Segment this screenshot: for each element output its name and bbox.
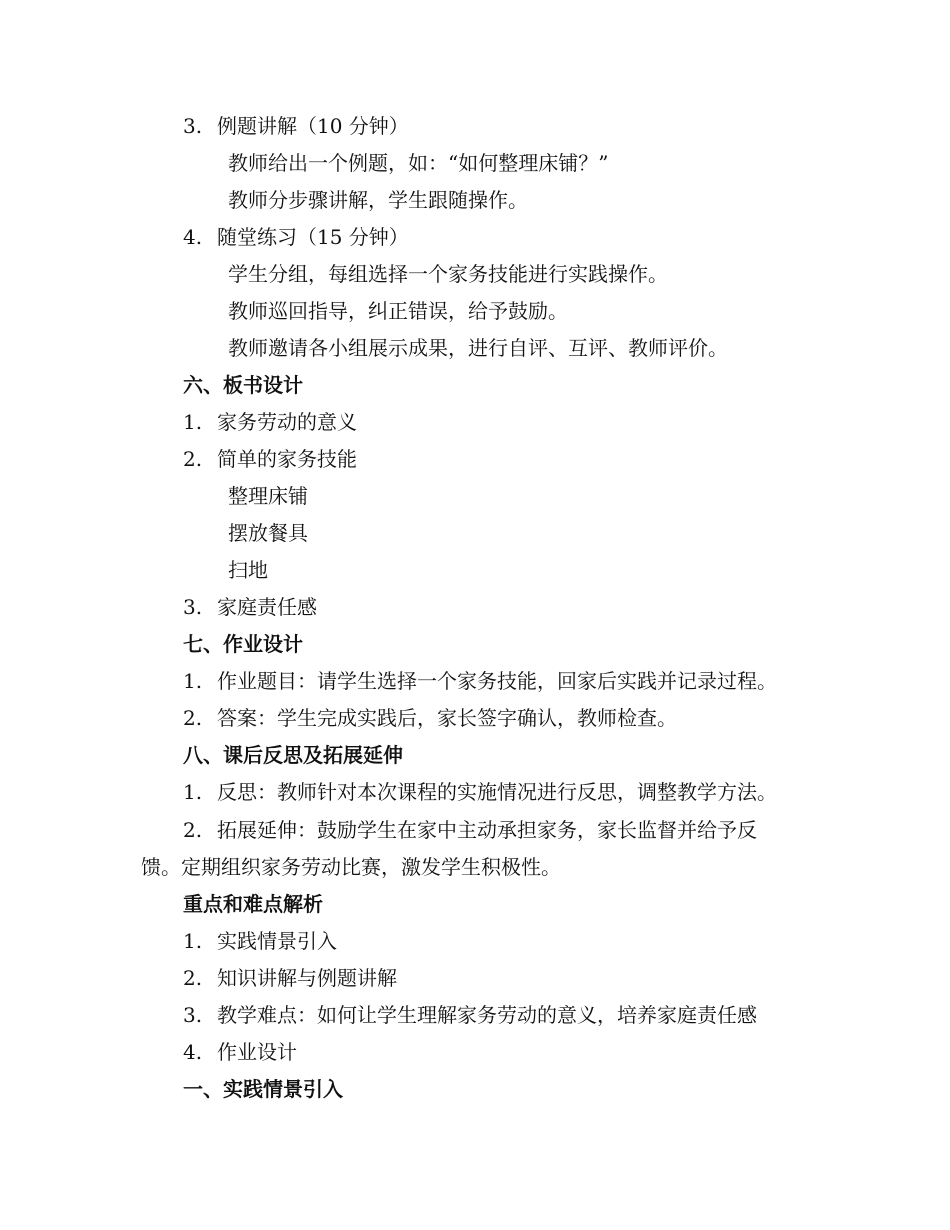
list-number: 3. [183, 595, 203, 619]
section-heading: 八、课后反思及拓展延伸 [183, 743, 403, 767]
list-item [183, 1037, 297, 1067]
list-text: 作业题目：请学生选择一个家务技能，回家后实践并记录过程。 [217, 669, 777, 693]
list-text: 教学难点：如何让学生理解家务劳动的意义，培养家庭责任感 [217, 1003, 757, 1027]
list-text: 随堂练习（15 分钟） [217, 225, 409, 249]
paragraph: 教师邀请各小组展示成果，进行自评、互评、教师评价。 [228, 336, 728, 360]
list-text: 答案：学生完成实践后，家长签字确认，教师检查。 [217, 706, 677, 730]
list-text: 家务劳动的意义 [217, 410, 357, 434]
list-item [183, 222, 409, 252]
paragraph: 教师巡回指导，纠正错误，给予鼓励。 [228, 299, 568, 323]
paragraph-continuation: 馈。定期组织家务劳动比赛，激发学生积极性。 [141, 855, 561, 879]
paragraph: 教师分步骤讲解，学生跟随操作。 [228, 188, 528, 212]
list-text: 简单的家务技能 [217, 447, 357, 471]
paragraph: 教师给出一个例题，如：“如何整理床铺？” [228, 151, 609, 175]
list-item [183, 444, 357, 474]
list-number: 2. [183, 818, 203, 842]
list-text: 拓展延伸：鼓励学生在家中主动承担家务，家长监督并给予反 [217, 818, 757, 842]
sub-item: 整理床铺 [228, 484, 308, 508]
list-text: 知识讲解与例题讲解 [217, 966, 397, 990]
list-number: 4. [183, 225, 203, 249]
list-item [183, 703, 677, 733]
list-number: 3. [183, 114, 203, 138]
section-heading: 七、作业设计 [183, 632, 303, 656]
paragraph: 学生分组，每组选择一个家务技能进行实践操作。 [228, 262, 668, 286]
section-heading: 六、板书设计 [183, 373, 303, 397]
list-text: 实践情景引入 [217, 929, 337, 953]
list-number: 1. [183, 410, 203, 434]
list-item [183, 815, 757, 845]
list-item [183, 111, 409, 141]
list-number: 2. [183, 706, 203, 730]
list-number: 4. [183, 1040, 203, 1064]
list-number: 1. [183, 669, 203, 693]
sub-item: 扫地 [228, 558, 268, 582]
list-number: 1. [183, 780, 203, 804]
sub-item: 摆放餐具 [228, 521, 308, 545]
list-text: 作业设计 [217, 1040, 297, 1064]
list-item [183, 407, 357, 437]
list-text: 例题讲解（10 分钟） [217, 114, 409, 138]
section-heading: 重点和难点解析 [183, 892, 323, 916]
list-item [183, 592, 317, 622]
list-item [183, 1000, 757, 1030]
list-number: 2. [183, 966, 203, 990]
list-text: 反思：教师针对本次课程的实施情况进行反思，调整教学方法。 [217, 780, 777, 804]
list-item [183, 926, 337, 956]
list-text: 家庭责任感 [217, 595, 317, 619]
list-number: 1. [183, 929, 203, 953]
section-heading: 一、实践情景引入 [183, 1077, 343, 1101]
list-item [183, 963, 397, 993]
list-item [183, 777, 777, 807]
list-number: 2. [183, 447, 203, 471]
list-item [183, 666, 777, 696]
list-number: 3. [183, 1003, 203, 1027]
